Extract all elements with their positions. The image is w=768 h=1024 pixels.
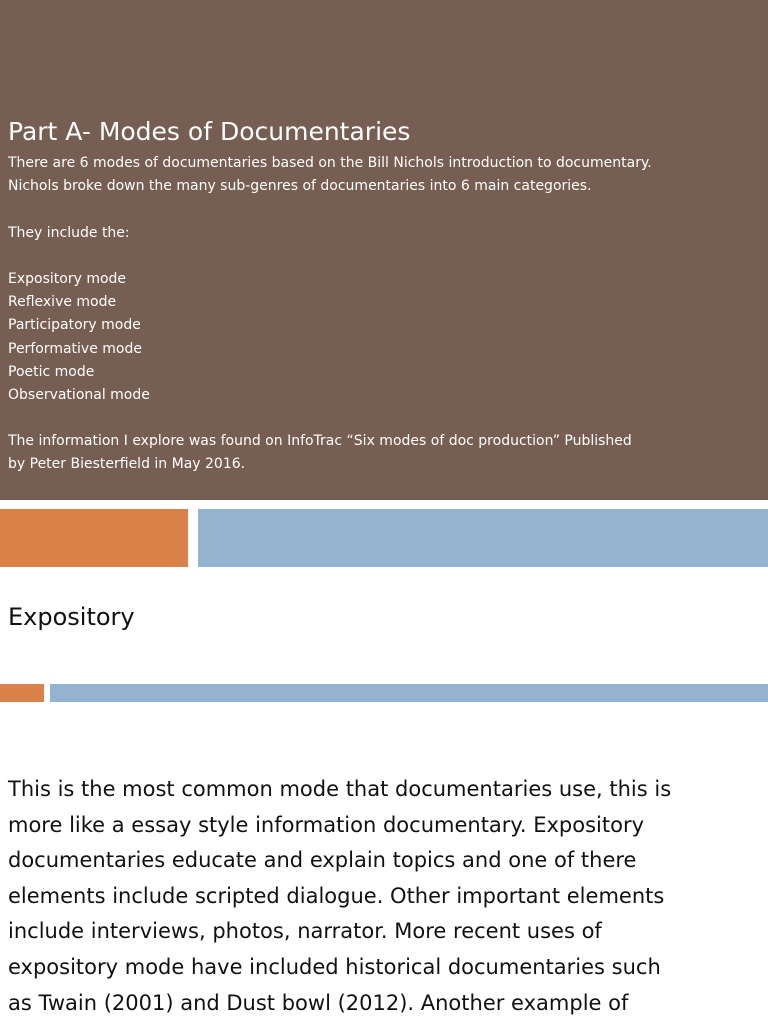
- source-line: by Peter Biesterfield in May 2016.: [8, 456, 246, 473]
- paragraph-line: documentaries educate and explain topics and one of there: [8, 848, 637, 873]
- slide-title: Part A- Modes of Documentaries: [8, 117, 411, 146]
- mode-item-reflexive: Reflexive mode: [8, 294, 117, 311]
- mode-item-expository: Expository mode: [8, 270, 127, 287]
- paragraph-line: expository mode have included historical documentaries such: [8, 954, 661, 979]
- title-slide-panel: [0, 0, 768, 500]
- mode-item-participatory: Participatory mode: [8, 317, 141, 334]
- blue-divider-bar: [50, 684, 768, 702]
- section-title: Expository: [8, 603, 135, 631]
- intro-line: Nichols broke down the many sub-genres of documentaries into 6 main categories.: [8, 178, 592, 195]
- paragraph-line: include interviews, photos, narrator. More recent uses of: [8, 919, 602, 944]
- section-paragraph: [8, 772, 763, 1021]
- mode-item-observational: Observational mode: [8, 386, 150, 403]
- mode-item-performative: Performative mode: [8, 340, 142, 357]
- orange-divider-bar: [0, 684, 44, 702]
- slide-body: [8, 152, 758, 477]
- source-line: The information I explore was found on InfoTrac “Six modes of doc production” Published: [8, 433, 632, 450]
- blue-accent-bar: [198, 509, 768, 567]
- mode-item-poetic: Poetic mode: [8, 363, 95, 380]
- intro-line: There are 6 modes of documentaries based on the Bill Nichols introduction to documentary.: [8, 155, 652, 171]
- paragraph-line: This is the most common mode that documentaries use, this is: [8, 777, 672, 801]
- paragraph-line: more like a essay style information documentary. Expository: [8, 812, 645, 837]
- paragraph-line: as Twain (2001) and Dust bowl (2012). Another example of: [8, 990, 629, 1015]
- orange-accent-bar: [0, 509, 188, 567]
- paragraph-line: elements include scripted dialogue. Other important elements: [8, 883, 665, 908]
- include-label: They include the:: [8, 224, 130, 241]
